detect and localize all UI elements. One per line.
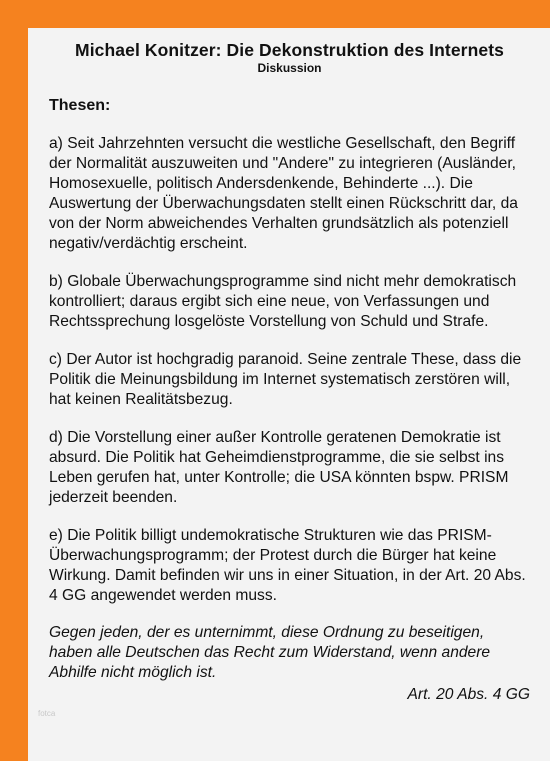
thesis-a: a) Seit Jahrzehnten versucht die westliche Gesellschaft, den Begriff der Normalität auszuweiten und "Andere" zu integrieren (Ausländer, Homosexuelle, politisch Andersdenkende, Behinderte ...). Die Auswertung der Überwachungsdaten stellt einen Rückschritt dar, da von der Norm abweichendes Verhalten grundsätzlich als potenziell negativ/verdächtig erscheint. — [49, 135, 518, 252]
watermark: fotca — [38, 709, 56, 718]
thesis-e: e) Die Politik billigt undemokratische Strukturen wie das PRISM-Überwachungsprogramm; der Protest durch die Bürger hat keine Wirkung. Damit befinden wir uns in einer Situation, in der Art. 20 Abs. 4 GG angewendet werden muss. — [49, 527, 526, 604]
constitution-quote: Gegen jeden, der es unternimmt, diese Ordnung zu beseitigen, haben alle Deutschen das Recht zum Widerstand, wenn andere Abhilfe nicht möglich ist. — [49, 624, 491, 681]
theses-heading: Thesen: — [49, 97, 111, 114]
thesis-b: b) Globale Überwachungsprogramme sind nicht mehr demokratisch kontrolliert; daraus ergibt sich eine neue, von Verfassungen und Rechtssprechung losgelöste Vorstellung von Schuld und Strafe. — [49, 273, 517, 330]
thesis-c: c) Der Autor ist hochgradig paranoid. Seine zentrale These, dass die Politik die Meinungsbildung im Internet systematisch zerstören will, hat keinen Realitätsbezug. — [49, 351, 522, 408]
document-card — [28, 28, 550, 761]
document-subtitle: Diskussion — [257, 61, 322, 75]
quote-source: Art. 20 Abs. 4 GG — [407, 686, 530, 703]
document-title: Michael Konitzer: Die Dekonstruktion des Internets — [75, 40, 504, 60]
thesis-d: d) Die Vorstellung einer außer Kontrolle geratenen Demokratie ist absurd. Die Politik hat Geheimdienstprogramme, die sie selbst ins Leben gerufen hat, unter Kontrolle; die USA könnten bspw. PRISM jederzeit beenden. — [49, 429, 509, 506]
